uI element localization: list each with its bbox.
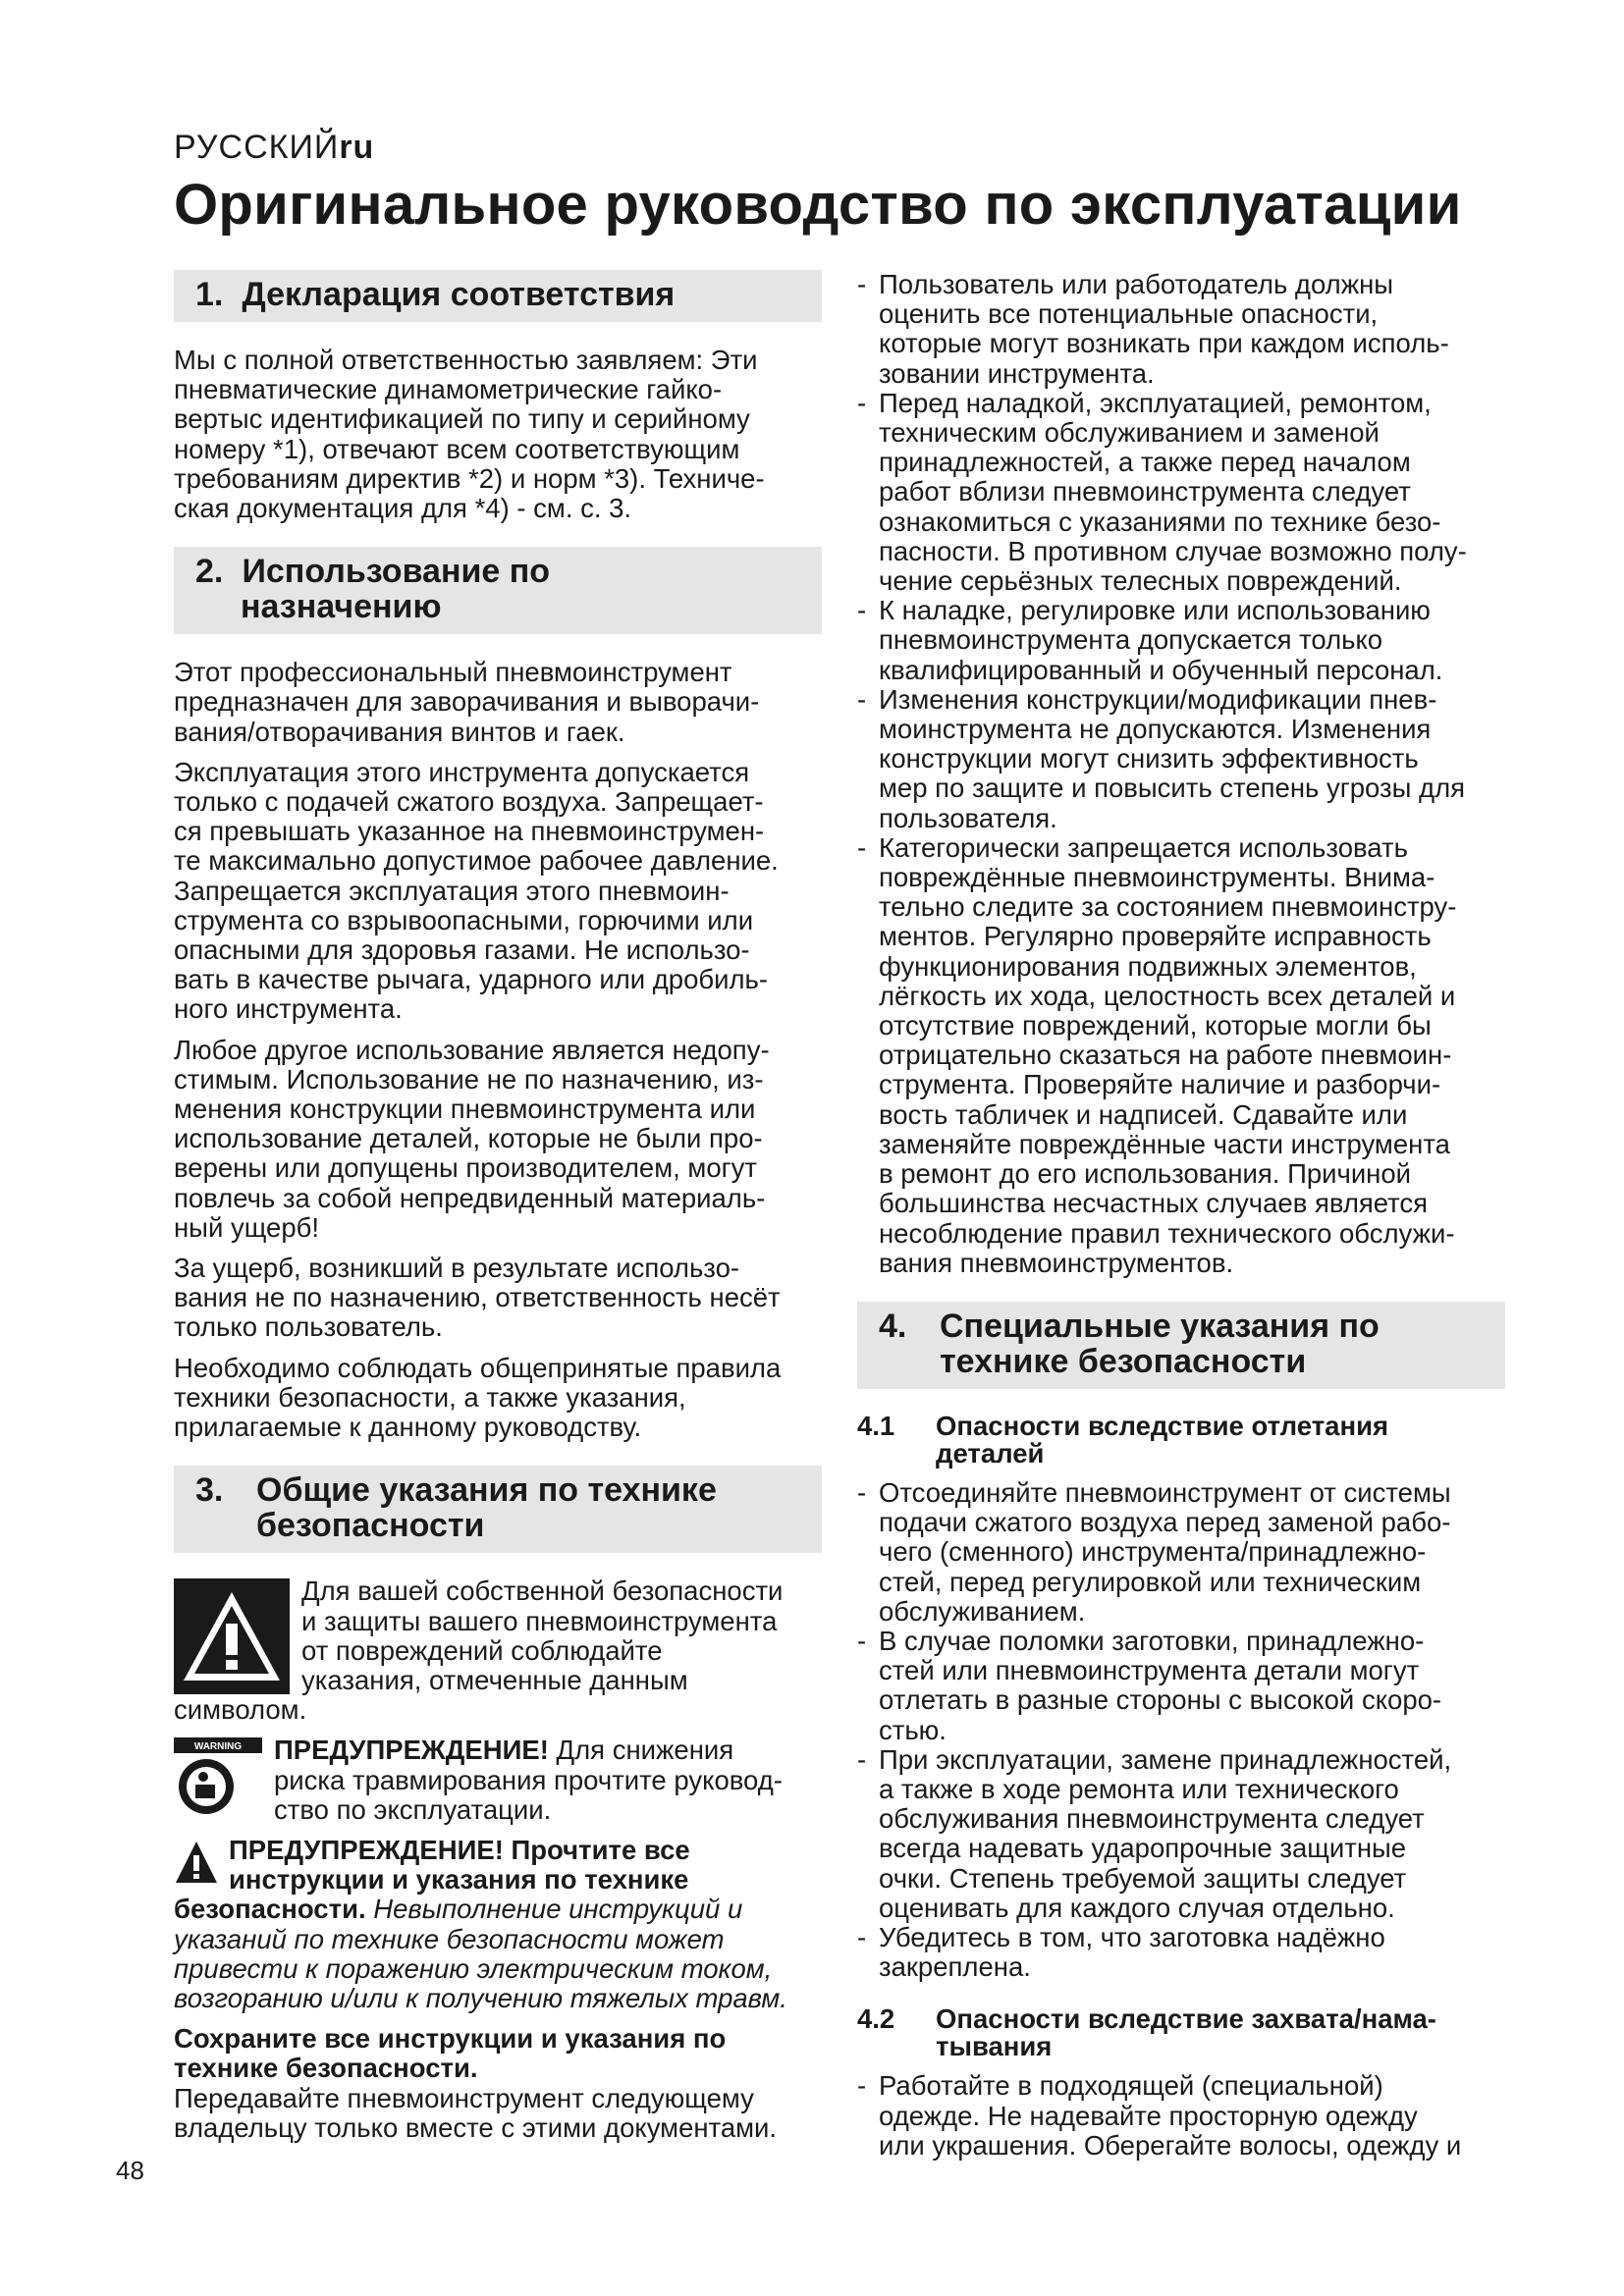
bullet-item bbox=[857, 1478, 1505, 1627]
section-2-para-5: Необходимо соблюдать общепринятые правила техники безопасности, а также указания, прилагаемые к данному руководству. bbox=[174, 1352, 782, 1443]
left-column bbox=[174, 270, 822, 2143]
bullet-text: В случае поломки заготовки, принадлежно- стей или пневмоинструмента детали могут отлетать в разные стороны с высокой скоро- стью. bbox=[879, 1625, 1442, 1745]
bullet-dash: - bbox=[857, 595, 867, 626]
bullet-text: Убедитесь в том, что заготовка надёжно закреплена. bbox=[879, 1921, 1385, 1983]
bullet-dash: - bbox=[857, 1921, 867, 1952]
section-2-para-1: Этот профессиональный пневмоинструмент предназначен для заворачивания и выворачи- вания/отворачивания винтов и гаек. bbox=[174, 657, 760, 747]
subsection-4-1-heading: 4.1 Опасности вследствие отлетания деталей bbox=[857, 1410, 1389, 1468]
right-column bbox=[857, 270, 1505, 2161]
section-1-heading: 1. Декларация соответствия bbox=[174, 270, 822, 322]
bullet-dash: - bbox=[857, 1476, 867, 1508]
section-2-para-3: Любое другое использование является недопу- стимым. Использование не по назначению, из- менения конструкции пневмоинструмента или использование деталей, которые не были про- верены или допущены производителем, могут повлечь за собой непредвиденный материаль- ный ущерб! bbox=[174, 1034, 770, 1243]
warning-triangle-small-icon bbox=[174, 1840, 219, 1885]
keep-instructions: Сохраните все инструкции и указания по технике безопасности. Передавайте пневмоинструмент следующему владельцу только вместе с этими документами. bbox=[174, 2023, 778, 2143]
safety-symbol-block: Для вашей собственной безопасности и защиты вашего пневмоинструмента от повреждений соблюдайте указания, отмеченные данным символом. bbox=[174, 1575, 784, 1726]
bullet-text: Пользователь или работодатель должны оценить все потенциальные опасности, которые могут возникать при каждом исполь- зовании инструмента. bbox=[879, 269, 1449, 389]
section-2-para-2: Эксплуатация этого инструмента допускается только с подачей сжатого воздуха. Запрещает- ся превышать указанное на пневмоинструмен- те максимально допустимое рабочее давление. Запрещается эксплуатация этого пневмоин- струмента со взрывоопасными, горючими или опасными для здоровья газами. Не использо- вать в качестве рычага, ударного или дробиль- ного инструмента. bbox=[174, 756, 779, 1025]
read-manual-icon bbox=[174, 1737, 262, 1816]
bullet-item bbox=[857, 1745, 1505, 1923]
bullet-dash: - bbox=[857, 1743, 867, 1775]
subsection-4-2-heading: 4.2 Опасности вследствие захвата/нама- тывания bbox=[857, 2003, 1436, 2062]
bullet-item bbox=[857, 833, 1505, 1278]
bullet-text: Перед наладкой, эксплуатацией, ремонтом, техническим обслуживанием и заменой принадлежностей, а также перед началом работ вблизи пневмоинструмента следует ознакомиться с указаниями по технике безо- пасности. В противном случае возможно полу- чение серьёзных телесных повреждений. bbox=[879, 387, 1467, 597]
warning-triangle-icon bbox=[174, 1578, 290, 1694]
warning-read-manual-block: WARNING ПРЕДУПРЕЖДЕНИЕ! Для снижения риска травмирования прочтите руковод- ство по эксплуатации. bbox=[174, 1735, 822, 1825]
bullet-item bbox=[857, 2071, 1505, 2161]
bullet-text: Категорически запрещается использовать повреждённые пневмоинструменты. Внима- тельно следите за состоянием пневмоинстру- ментов. Регулярно проверяйте исправность функционирования подвижных элементов, лёгкость их хода, целостность всех деталей и отсутствие повреждений, которые могли бы отрицательно сказаться на работе пневмоин- струмента. Проверяйте наличие и разборчи- вость табличек и надписей. Сдавайте или заменяйте повреждённые части инструмента в ремонт до его использования. Причиной большинства несчастных случаев является несоблюдение правил технического обслужи- вания пневмоинструментов. bbox=[879, 831, 1457, 1278]
bullet-item bbox=[857, 685, 1505, 833]
bullet-item bbox=[857, 1923, 1505, 1982]
bullet-text: Работайте в подходящей (специальной) одежде. Не надевайте просторную одежду или украшения. Оберегайте волосы, одежду и bbox=[879, 2070, 1462, 2161]
bullet-dash: - bbox=[857, 831, 867, 863]
bullet-text: Изменения конструкции/модификации пнев- моинструмента не допускаются. Изменения конструкции могут снизить эффективность мер по защите и повысить степень угрозы для пользователя. bbox=[879, 683, 1466, 833]
section-1-text: Мы с полной ответственностью заявляем: Эти пневматические динамометрические гайко- вертыс идентификацией по типу и серийному номеру *1), отвечают всем соответствующим требованиям директив *2) и норм *3). Техниче- ская документация для *4) - см. с. 3. bbox=[174, 345, 765, 524]
bullet-item bbox=[857, 596, 1505, 685]
svg-text:WARNING: WARNING bbox=[193, 1741, 243, 1753]
bullet-item bbox=[857, 1627, 1505, 1745]
bullet-dash: - bbox=[857, 387, 867, 418]
warning-read-instructions-block: ПРЕДУПРЕЖДЕНИЕ! Прочтите все инструкции и указания по технике безопасности. Невыполнение инструкций и указаний по технике безопасности может привести к поражению электрическим током, возгоранию и/или к получению тяжелых травм. bbox=[174, 1834, 787, 2013]
bullet-dash: - bbox=[857, 269, 867, 299]
bullet-dash: - bbox=[857, 1625, 867, 1656]
bullet-text: При эксплуатации, замене принадлежностей, а также в ходе ремонта или технического обслуживания пневмоинструмента следует всегда надевать ударопрочные защитные очки. Степень требуемой защиты следует оценивать для каждого случая отдельно. bbox=[879, 1743, 1452, 1923]
section-3-heading: 3. Общие указания по технике безопасности bbox=[174, 1466, 822, 1553]
section-2-para-4: За ущерб, возникший в результате использо- вания не по назначению, ответственность несёт только пользователь. bbox=[174, 1253, 781, 1343]
page-number: 48 bbox=[116, 2156, 144, 2185]
bullet-item bbox=[857, 389, 1505, 596]
language-label: РУССКИЙru bbox=[174, 129, 375, 166]
bullet-dash: - bbox=[857, 2070, 867, 2102]
bullet-dash: - bbox=[857, 683, 867, 715]
section-4-heading: 4. Специальные указания по технике безопасности bbox=[857, 1302, 1505, 1389]
bullet-item bbox=[857, 270, 1505, 389]
bullet-text: Отсоединяйте пневмоинструмент от системы подачи сжатого воздуха перед заменой рабо- чего (сменного) инструмента/принадлежно- стей, перед регулировкой или техническим обслуживанием. bbox=[879, 1476, 1451, 1627]
section-2-heading: 2. Использование по назначению bbox=[174, 547, 822, 634]
page-title: Оригинальное руководство по эксплуатации bbox=[174, 173, 1462, 237]
bullet-text: К наладке, регулировке или использованию пневмоинструмента допускается только квалифицированный и обученный персонал. bbox=[879, 595, 1443, 685]
